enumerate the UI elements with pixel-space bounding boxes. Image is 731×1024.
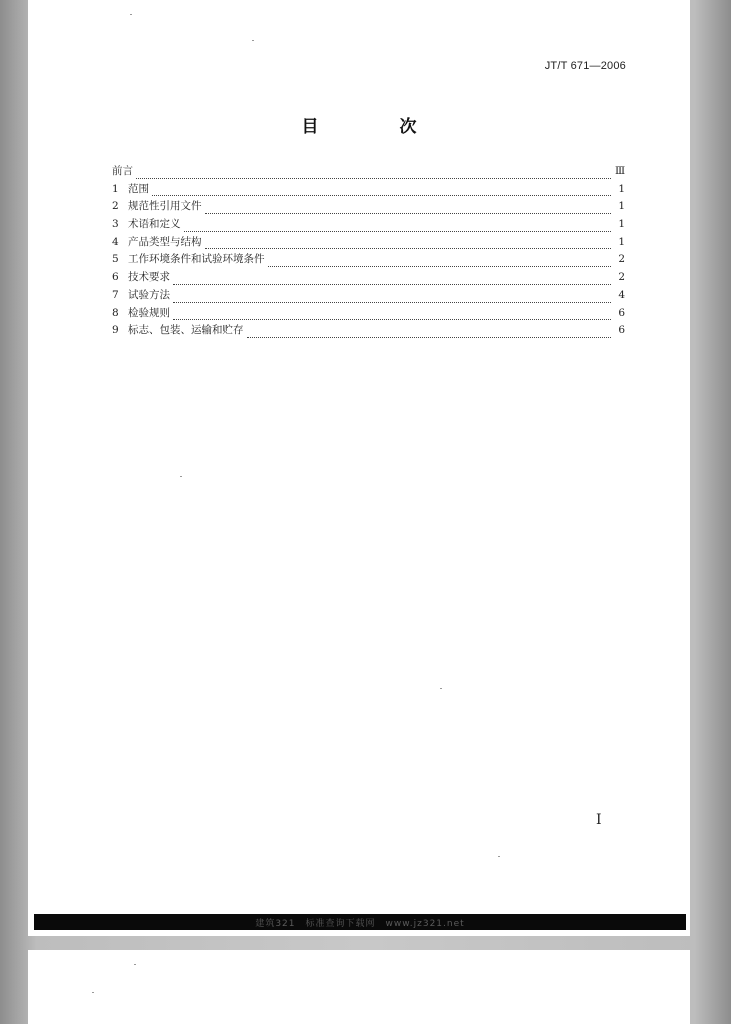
page-folio: Ⅰ [596,812,602,828]
toc-entry-number: 8 [112,306,119,319]
footer-watermark: 建筑321 标准查询下载网 www.jz321.net [255,918,465,929]
toc-entry-number: 9 [112,324,119,337]
scan-speck [498,856,500,857]
leader-dots [173,319,611,320]
leader-dots [184,231,612,232]
scan-speck [130,14,132,15]
scan-speck [92,992,94,993]
toc-entry-page: 6 [618,324,625,337]
leader-dots [247,337,612,338]
document-page [28,0,690,936]
scan-speck [180,476,182,477]
standard-code: JT/T 671—2006 [544,60,626,72]
toc-entry-number: 5 [112,253,119,266]
toc-entry-label: 规范性引用文件 [128,200,202,213]
toc-entry[interactable] [112,251,625,269]
toc-entry-label: 前言 [112,165,133,177]
leader-dots [268,266,612,267]
toc-entry-label: 范围 [128,182,149,195]
toc-entry-label: 技术要求 [128,271,170,284]
scan-speck [252,40,254,41]
toc-entry-page: 6 [618,306,625,319]
toc-entry[interactable] [112,322,625,340]
toc-entry-page: 4 [618,288,625,301]
leader-dots [136,178,611,179]
scan-speck [134,964,136,965]
toc-entry[interactable] [112,287,625,305]
toc-entry-page: 1 [618,218,625,231]
leader-dots [173,302,611,303]
leader-dots [205,213,612,214]
toc-entry-label: 产品类型与结构 [128,235,202,248]
toc-entry-number: 2 [112,200,119,213]
toc-title: 目 次 [301,117,449,137]
table-of-contents [112,163,625,340]
toc-entry-page: 2 [618,253,625,266]
toc-entry-label: 检验规则 [128,306,170,319]
toc-entry-number: 6 [112,271,119,284]
toc-entry[interactable] [112,198,625,216]
footer-bar [34,914,686,930]
toc-entry-number: 7 [112,288,119,301]
toc-entry[interactable] [112,269,625,287]
scan-speck [440,688,442,689]
toc-entry[interactable] [112,305,625,323]
next-document-page [28,950,690,1024]
toc-entry-label: 工作环境条件和试验环境条件 [128,253,265,266]
toc-entry[interactable] [112,163,625,181]
toc-entry[interactable] [112,234,625,252]
toc-entry-page: Ⅲ [615,165,626,177]
toc-entry-number: 3 [112,218,119,231]
toc-entry-page: 1 [618,200,625,213]
toc-entry-number: 4 [112,235,119,248]
toc-entry-number: 1 [112,182,119,195]
toc-entry[interactable] [112,181,625,199]
toc-entry-label: 标志、包装、运输和贮存 [128,324,244,337]
toc-entry-page: 2 [618,271,625,284]
toc-entry-page: 1 [618,182,625,195]
leader-dots [152,195,611,196]
leader-dots [173,284,611,285]
toc-entry-label: 试验方法 [128,288,170,301]
leader-dots [205,248,612,249]
toc-entry-page: 1 [618,235,625,248]
toc-entry[interactable] [112,216,625,234]
toc-entry-label: 术语和定义 [128,218,181,231]
